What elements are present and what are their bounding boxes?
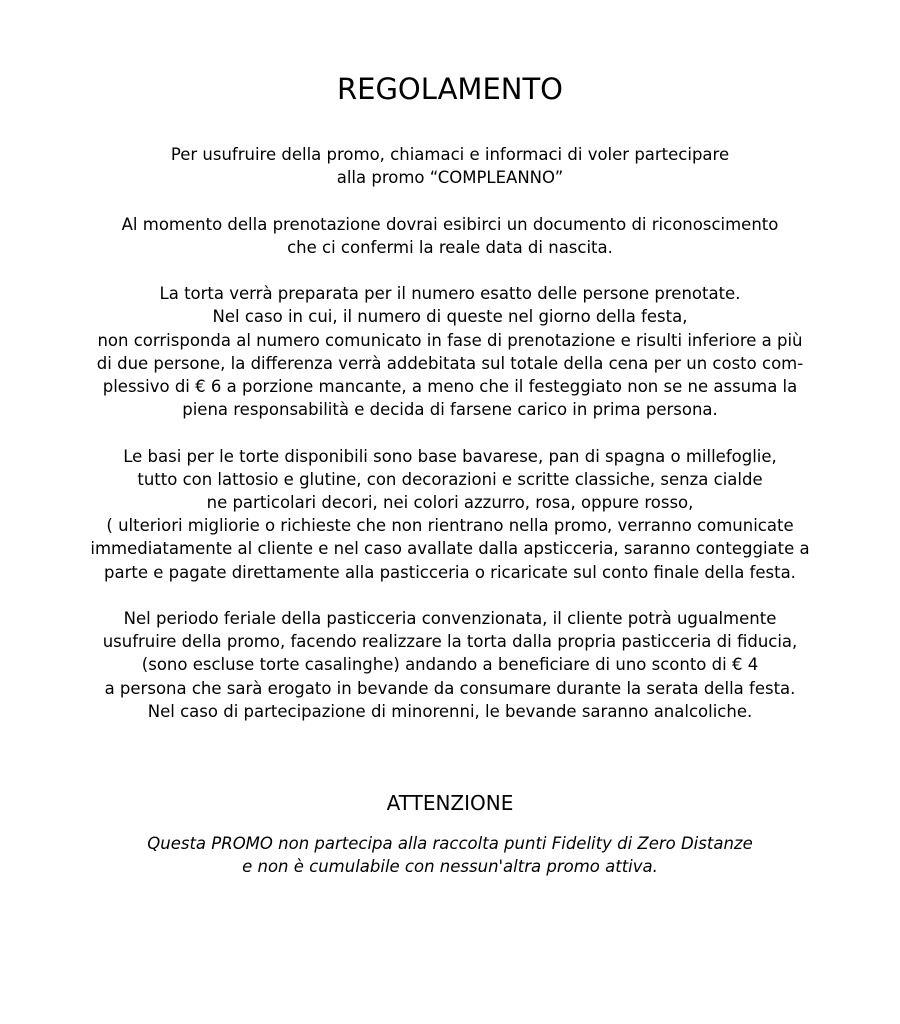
paragraph-line: Al momento della prenotazione dovrai esibirci un documento di riconoscimento xyxy=(121,214,779,234)
attention-note xyxy=(0,833,900,878)
paragraph-line: La torta verrà preparata per il numero esatto delle persone prenotate. xyxy=(159,284,741,304)
paragraph-cake-portions xyxy=(0,282,900,421)
paragraph-line: (sono escluse torte casalinghe) andando a beneficiare di uno sconto di € 4 xyxy=(141,655,759,675)
paragraph-line: di due persone, la differenza verrà addebitata sul totale della cena per un costo com- xyxy=(96,353,804,373)
paragraph-line: alla promo “COMPLEANNO” xyxy=(336,168,564,188)
paragraph-line: Nel periodo feriale della pasticceria convenzionata, il cliente potrà ugualmente xyxy=(123,609,777,628)
paragraph-line: usufruire della promo, facendo realizzare la torta dalla propria pasticceria di fiducia, xyxy=(102,632,798,652)
paragraph-line: parte e pagate direttamente alla pasticceria o ricaricate sul conto finale della festa. xyxy=(104,562,796,582)
paragraph-line: Per usufruire della promo, chiamaci e informaci di voler partecipare xyxy=(170,145,730,164)
paragraph-line: tutto con lattosio e glutine, con decorazioni e scritte classiche, senza cialde xyxy=(137,469,763,489)
paragraph-line: plessivo di € 6 a porzione mancante, a meno che il festeggiato non se ne assuma la xyxy=(102,377,798,396)
paragraph-line: a persona che sarà erogato in bevande da consumare durante la serata della festa. xyxy=(104,678,796,698)
paragraph-line: ne particolari decori, nei colori azzurro, rosa, oppure rosso, xyxy=(206,493,694,512)
paragraph-id-document xyxy=(0,213,900,259)
paragraph-line: Nel caso in cui, il numero di queste nel giorno della festa, xyxy=(212,307,688,327)
paragraph-line: Nel caso di partecipazione di minorenni, le bevande saranno analcoliche. xyxy=(147,701,753,721)
attention-line: Questa PROMO non partecipa alla raccolta punti Fidelity di Zero Distanze xyxy=(147,834,753,853)
paragraph-line: piena responsabilità e decida di farsene carico in prima persona. xyxy=(182,400,718,420)
paragraph-line: ( ulteriori migliorie o richieste che non rientrano nella promo, verranno comunicate xyxy=(106,516,794,536)
paragraph-booking xyxy=(0,143,900,189)
page-title: REGOLAMENTO xyxy=(336,72,563,106)
regulation-body xyxy=(0,143,900,746)
paragraph-line: che ci confermi la reale data di nascita. xyxy=(287,237,613,257)
paragraph-holiday-period xyxy=(0,607,900,723)
paragraph-line: Le basi per le torte disponibili sono base bavarese, pan di spagna o millefoglie, xyxy=(123,446,777,466)
paragraph-cake-bases xyxy=(0,445,900,584)
attention-title: ATTENZIONE xyxy=(386,791,514,815)
paragraph-line: non corrisponda al numero comunicato in fase di prenotazione e risulti inferiore a più xyxy=(97,330,803,350)
attention-line: e non è cumulabile con nessun'altra promo attiva. xyxy=(242,856,658,876)
paragraph-line: immediatamente al cliente e nel caso avallate dalla apsticceria, saranno conteggiate a xyxy=(90,539,810,559)
